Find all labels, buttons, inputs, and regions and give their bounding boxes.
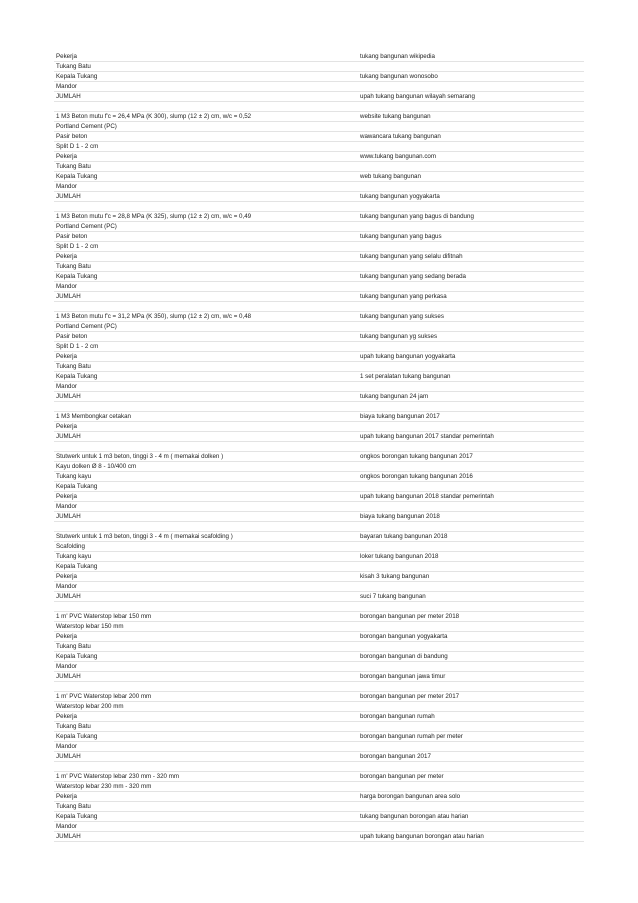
table-row [54, 102, 584, 112]
item-description-cell: 1 m' PVC Waterstop lebar 150 mm [56, 613, 152, 620]
keyword-cell [358, 422, 584, 431]
item-description-cell: JUMLAH [56, 433, 81, 440]
item-description-cell: Pekerja [56, 53, 77, 60]
keyword-cell [358, 682, 584, 691]
keyword-cell [358, 442, 584, 451]
table-row [54, 582, 584, 592]
keyword-cell [358, 822, 584, 831]
item-description-cell: 1 m' PVC Waterstop lebar 200 mm [56, 693, 152, 700]
keyword-cell: bayaran tukang bangunan 2018 [360, 533, 448, 540]
table-row [54, 612, 584, 622]
item-description-cell: Tukang Batu [56, 723, 91, 730]
table-row [54, 362, 584, 372]
keyword-cell: suci 7 tukang bangunan [360, 593, 426, 600]
table-row [54, 732, 584, 742]
keyword-cell [358, 762, 584, 771]
keyword-cell: www.tukang bangunan.com [360, 153, 437, 160]
table-row [54, 182, 584, 192]
keyword-cell: borongan bangunan rumah per meter [360, 733, 463, 740]
item-description-cell: 1 M3 Membongkar cetakan [56, 413, 131, 420]
keyword-cell: upah tukang bangunan yogyakarta [360, 353, 456, 360]
keyword-cell: borongan bangunan jawa timur [360, 673, 446, 680]
item-description-cell [54, 522, 358, 531]
keyword-cell: tukang bangunan yang bagus [360, 233, 442, 240]
keyword-cell: borongan bangunan 2017 [360, 753, 431, 760]
item-description-cell: JUMLAH [56, 593, 81, 600]
item-description-cell: Pekerja [56, 573, 77, 580]
item-description-cell: Kepala Tukang [56, 733, 98, 740]
keyword-cell [358, 482, 584, 491]
table-row [54, 222, 584, 232]
table-row [54, 822, 584, 832]
table-row [54, 62, 584, 72]
keyword-cell [358, 382, 584, 391]
item-description-cell: Pekerja [56, 793, 77, 800]
keyword-cell: tukang bangunan yogyakarta [360, 193, 440, 200]
keyword-cell: borongan bangunan yogyakarta [360, 633, 448, 640]
table-row [54, 742, 584, 752]
item-description-cell: JUMLAH [56, 393, 81, 400]
keyword-cell [358, 142, 584, 151]
table-row [54, 452, 584, 462]
table-row [54, 82, 584, 92]
keyword-cell [358, 622, 584, 631]
item-description-cell: Waterstop lebar 200 mm [56, 703, 124, 710]
item-description-cell [54, 682, 358, 691]
table-row [54, 382, 584, 392]
keyword-cell: borongan bangunan rumah [360, 713, 435, 720]
table-row [54, 592, 584, 602]
spreadsheet-table [54, 52, 584, 842]
table-row [54, 462, 584, 472]
keyword-cell [358, 302, 584, 311]
item-description-cell: Portland Cement (PC) [56, 323, 117, 330]
keyword-cell [358, 462, 584, 471]
item-description-cell: Stutwerk untuk 1 m3 beton, tinggi 3 - 4 m ( memakai dolken ) [56, 453, 224, 460]
keyword-cell: wawancara tukang bangunan [360, 133, 441, 140]
keyword-cell [358, 62, 584, 71]
item-description-cell: Tukang kayu [56, 553, 92, 560]
keyword-cell: tukang bangunan 24 jam [360, 393, 429, 400]
table-row [54, 662, 584, 672]
item-description-cell: Kepala Tukang [56, 73, 98, 80]
item-description-cell: Tukang Batu [56, 263, 91, 270]
table-row [54, 292, 584, 302]
keyword-cell [358, 542, 584, 551]
keyword-cell [358, 222, 584, 231]
item-description-cell: Stutwerk untuk 1 m3 beton, tinggi 3 - 4 m ( memakai scafolding ) [56, 533, 233, 540]
table-row [54, 572, 584, 582]
keyword-cell: tukang bangunan yang bagus di bandung [360, 213, 474, 220]
keyword-cell: tukang bangunan wikipedia [360, 53, 435, 60]
keyword-cell [358, 562, 584, 571]
keyword-cell: upah tukang bangunan wilayah semarang [360, 93, 475, 100]
table-row [54, 302, 584, 312]
table-row [54, 632, 584, 642]
keyword-cell [358, 402, 584, 411]
keyword-cell: upah tukang bangunan borongan atau harian [360, 833, 484, 840]
keyword-cell [358, 742, 584, 751]
table-row [54, 722, 584, 732]
item-description-cell: JUMLAH [56, 193, 81, 200]
table-row [54, 412, 584, 422]
table-row [54, 322, 584, 332]
table-row [54, 372, 584, 382]
keyword-cell: ongkos borongan tukang bangunan 2016 [360, 473, 473, 480]
item-description-cell: Pekerja [56, 493, 77, 500]
keyword-cell [358, 642, 584, 651]
keyword-cell [358, 102, 584, 111]
item-description-cell: 1 M3 Beton mutu f'c = 31,2 MPa (K 350), slump (12 ± 2) cm, w/c = 0,48 [56, 313, 252, 320]
keyword-cell: 1 set peralatan tukang bangunan [360, 373, 451, 380]
keyword-cell: tukang bangunan borongan atau harian [360, 813, 469, 820]
keyword-cell [358, 802, 584, 811]
table-row [54, 472, 584, 482]
table-row [54, 242, 584, 252]
keyword-cell: upah tukang bangunan 2018 standar pemerintah [360, 493, 494, 500]
table-row [54, 92, 584, 102]
table-row [54, 342, 584, 352]
keyword-cell: website tukang bangunan [360, 113, 431, 120]
table-row [54, 72, 584, 82]
item-description-cell: Tukang kayu [56, 473, 92, 480]
item-description-cell: Mandor [56, 503, 77, 510]
item-description-cell: JUMLAH [56, 293, 81, 300]
item-description-cell: Mandor [56, 383, 77, 390]
item-description-cell: Mandor [56, 283, 77, 290]
item-description-cell [54, 762, 358, 771]
item-description-cell: Pasir beton [56, 233, 88, 240]
item-description-cell: Portland Cement (PC) [56, 223, 117, 230]
table-row [54, 122, 584, 132]
table-row [54, 782, 584, 792]
table-row [54, 52, 584, 62]
table-row [54, 812, 584, 822]
table-row [54, 642, 584, 652]
item-description-cell: Pasir beton [56, 333, 88, 340]
item-description-cell: Tukang Batu [56, 163, 91, 170]
table-row [54, 172, 584, 182]
table-row [54, 402, 584, 412]
item-description-cell: Mandor [56, 823, 77, 830]
table-row [54, 602, 584, 612]
item-description-cell [54, 402, 358, 411]
item-description-cell: Tukang Batu [56, 63, 91, 70]
keyword-cell [358, 702, 584, 711]
item-description-cell: Kepala Tukang [56, 483, 98, 490]
keyword-cell: tukang bangunan yang sedang berada [360, 273, 466, 280]
item-description-cell: Mandor [56, 583, 77, 590]
keyword-cell: biaya tukang bangunan 2017 [360, 413, 440, 420]
table-row [54, 112, 584, 122]
keyword-cell [358, 662, 584, 671]
keyword-cell: kisah 3 tukang bangunan [360, 573, 430, 580]
table-row [54, 392, 584, 402]
table-row [54, 502, 584, 512]
table-row [54, 512, 584, 522]
item-description-cell: Tukang Batu [56, 643, 91, 650]
table-row [54, 702, 584, 712]
table-row [54, 672, 584, 682]
table-row [54, 622, 584, 632]
item-description-cell: Mandor [56, 183, 77, 190]
item-description-cell: JUMLAH [56, 93, 81, 100]
item-description-cell: Kepala Tukang [56, 813, 98, 820]
keyword-cell [358, 342, 584, 351]
table-row [54, 772, 584, 782]
keyword-cell [358, 242, 584, 251]
keyword-cell: borongan bangunan di bandung [360, 653, 448, 660]
item-description-cell: JUMLAH [56, 753, 81, 760]
keyword-cell [358, 362, 584, 371]
item-description-cell: Pasir beton [56, 133, 88, 140]
table-row [54, 522, 584, 532]
table-row [54, 212, 584, 222]
table-row [54, 442, 584, 452]
table-row [54, 132, 584, 142]
table-row [54, 492, 584, 502]
keyword-cell [358, 602, 584, 611]
item-description-cell: Mandor [56, 663, 77, 670]
table-row [54, 352, 584, 362]
table-row [54, 192, 584, 202]
table-row [54, 712, 584, 722]
table-row [54, 232, 584, 242]
item-description-cell [54, 102, 358, 111]
table-row [54, 562, 584, 572]
keyword-cell [358, 582, 584, 591]
keyword-cell: tukang bangunan yang sukses [360, 313, 444, 320]
item-description-cell: Pekerja [56, 633, 77, 640]
keyword-cell [358, 322, 584, 331]
item-description-cell: Kayu dolken Ø 8 - 10/400 cm [56, 463, 137, 470]
keyword-cell: upah tukang bangunan 2017 standar pemerintah [360, 433, 494, 440]
keyword-cell: tukang bangunan yang selalu difitnah [360, 253, 463, 260]
table-row [54, 272, 584, 282]
keyword-cell: tukang bangunan wonosobo [360, 73, 438, 80]
item-description-cell: 1 M3 Beton mutu f'c = 28,8 MPa (K 325), slump (12 ± 2) cm, w/c = 0,49 [56, 213, 252, 220]
table-row [54, 252, 584, 262]
keyword-cell [358, 722, 584, 731]
item-description-cell [54, 602, 358, 611]
table-row [54, 422, 584, 432]
table-row [54, 162, 584, 172]
table-row [54, 262, 584, 272]
item-description-cell: 1 M3 Beton mutu f'c = 26,4 MPa (K 300), slump (12 ± 2) cm, w/c = 0,52 [56, 113, 252, 120]
item-description-cell [54, 202, 358, 211]
item-description-cell: JUMLAH [56, 833, 81, 840]
item-description-cell: Kepala Tukang [56, 173, 98, 180]
keyword-cell: web tukang bangunan [360, 173, 421, 180]
table-row [54, 692, 584, 702]
item-description-cell: Pekerja [56, 713, 77, 720]
keyword-cell: loker tukang bangunan 2018 [360, 553, 439, 560]
keyword-cell [358, 502, 584, 511]
table-row [54, 432, 584, 442]
table-row [54, 792, 584, 802]
keyword-cell: borongan bangunan per meter 2018 [360, 613, 460, 620]
table-row [54, 652, 584, 662]
keyword-cell: borongan bangunan per meter 2017 [360, 693, 460, 700]
item-description-cell: 1 m' PVC Waterstop lebar 230 mm - 320 mm [56, 773, 180, 780]
keyword-cell [358, 782, 584, 791]
keyword-cell [358, 202, 584, 211]
table-row [54, 202, 584, 212]
keyword-cell: harga borongan bangunan area solo [360, 793, 461, 800]
item-description-cell: Kepala Tukang [56, 273, 98, 280]
item-description-cell: Pekerja [56, 423, 77, 430]
keyword-cell: borongan bangunan per meter [360, 773, 444, 780]
item-description-cell: Split D 1 - 2 cm [56, 343, 99, 350]
item-description-cell: JUMLAH [56, 513, 81, 520]
table-row [54, 152, 584, 162]
table-row [54, 142, 584, 152]
item-description-cell: Mandor [56, 743, 77, 750]
keyword-cell [358, 282, 584, 291]
item-description-cell: Kepala Tukang [56, 563, 98, 570]
keyword-cell [358, 122, 584, 131]
item-description-cell: Tukang Batu [56, 803, 91, 810]
item-description-cell: JUMLAH [56, 673, 81, 680]
table-row [54, 762, 584, 772]
item-description-cell: Portland Cement (PC) [56, 123, 117, 130]
table-row [54, 332, 584, 342]
item-description-cell [54, 302, 358, 311]
table-row [54, 542, 584, 552]
item-description-cell: Waterstop lebar 150 mm [56, 623, 124, 630]
keyword-cell [358, 162, 584, 171]
item-description-cell: Pekerja [56, 253, 77, 260]
keyword-cell: ongkos borongan tukang bangunan 2017 [360, 453, 473, 460]
item-description-cell: Split D 1 - 2 cm [56, 243, 99, 250]
table-row [54, 682, 584, 692]
item-description-cell: Scafolding [56, 543, 85, 550]
keyword-cell: tukang bangunan yg sukses [360, 333, 438, 340]
item-description-cell: Waterstop lebar 230 mm - 320 mm [56, 783, 152, 790]
item-description-cell: Kepala Tukang [56, 653, 98, 660]
table-row [54, 532, 584, 542]
item-description-cell: Tukang Batu [56, 363, 91, 370]
keyword-cell [358, 82, 584, 91]
keyword-cell [358, 262, 584, 271]
table-row [54, 482, 584, 492]
item-description-cell: Mandor [56, 83, 77, 90]
table-row [54, 832, 584, 842]
table-row [54, 552, 584, 562]
table-row [54, 802, 584, 812]
table-row [54, 752, 584, 762]
item-description-cell: Split D 1 - 2 cm [56, 143, 99, 150]
item-description-cell [54, 442, 358, 451]
item-description-cell: Pekerja [56, 153, 77, 160]
keyword-cell: biaya tukang bangunan 2018 [360, 513, 440, 520]
table-row [54, 282, 584, 292]
table-row [54, 312, 584, 322]
item-description-cell: Kepala Tukang [56, 373, 98, 380]
item-description-cell: Pekerja [56, 353, 77, 360]
keyword-cell: tukang bangunan yang perkasa [360, 293, 447, 300]
keyword-cell [358, 182, 584, 191]
keyword-cell [358, 522, 584, 531]
